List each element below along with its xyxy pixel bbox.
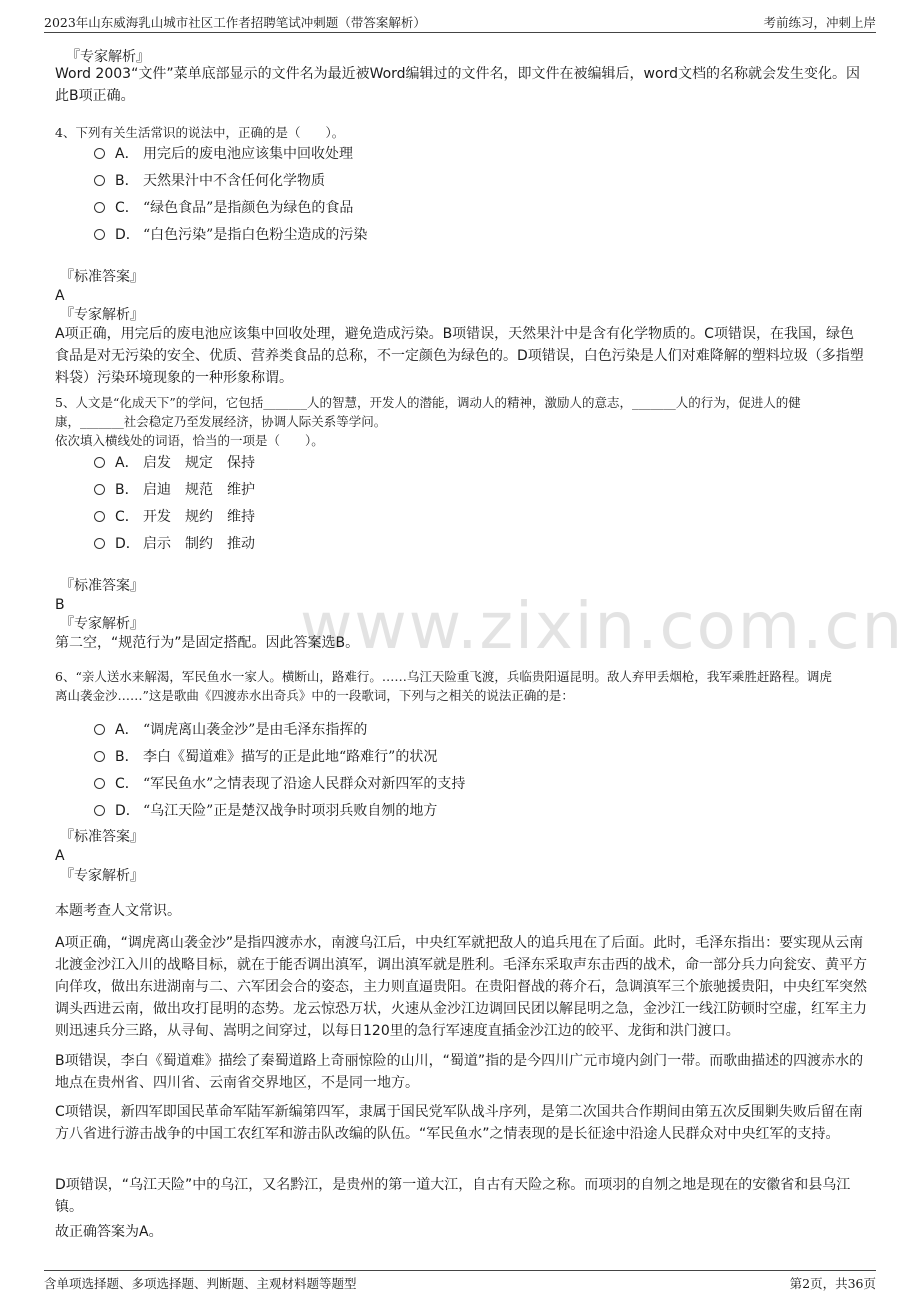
radio-icon[interactable] (94, 538, 105, 549)
q5-option-b[interactable]: B． 启迪 规范 维护 (94, 479, 255, 501)
q5-stem-line1: 5、人文是“化成天下”的学问，它包括_______人的智慧，开发人的潜能，调动人的精神，激励人的意志，_______人的行为，促进人的健 (55, 395, 801, 410)
q4-expert-text: A项正确，用完后的废电池应该集中回收处理，避免造成污染。B项错误，天然果汁中是含有化学物质的。C项错误，在我国，绿色食品是对无污染的安全、优质、营养类食品的总称，不一定颜色为绿色的。D项错误，白色污染是人们对难降解的塑料垃圾（多指塑料袋）污染环境现象的一种形象称谓。 (55, 326, 864, 386)
radio-icon[interactable] (94, 805, 105, 816)
q4-option-c[interactable]: C． “绿色食品”是指颜色为绿色的食品 (94, 197, 353, 219)
radio-icon[interactable] (94, 511, 105, 522)
radio-icon[interactable] (94, 751, 105, 762)
radio-icon[interactable] (94, 175, 105, 186)
q5-answer-label: 『标准答案』 (60, 578, 144, 594)
q6-answer-label: 『标准答案』 (60, 829, 144, 845)
radio-icon[interactable] (94, 229, 105, 240)
radio-icon[interactable] (94, 457, 105, 468)
q4-option-a[interactable]: A． 用完后的废电池应该集中回收处理 (94, 143, 353, 165)
radio-icon[interactable] (94, 148, 105, 159)
page-number: 第2页，共36页 (789, 1276, 876, 1291)
watermark: www.zixin.com.cn (300, 590, 905, 664)
q5-option-a[interactable]: A． 启发 规定 保持 (94, 452, 255, 474)
q4-option-b[interactable]: B． 天然果汁中不含任何化学物质 (94, 170, 325, 192)
page-header (44, 10, 876, 33)
q4-answer-label: 『标准答案』 (60, 269, 144, 285)
q6-option-a[interactable]: A． “调虎离山袭金沙”是由毛泽东指挥的 (94, 719, 367, 741)
q5-stem-line3: 依次填入横线处的词语，恰当的一项是（ ）。 (55, 433, 324, 448)
radio-icon[interactable] (94, 724, 105, 735)
header-slogan: 考前练习，冲刺上岸 (763, 15, 876, 30)
q5-expert-label: 『专家解析』 (60, 616, 144, 632)
q6-intro: 本题考查人文常识。 (55, 903, 181, 919)
q6-para-d: D项错误，“乌江天险”中的乌江，又名黔江，是贵州的第一道大江，自古有天险之称。而项羽的自刎之地是现在的安徽省和县乌江镇。 (55, 1177, 851, 1215)
document-title: 2023年山东威海乳山城市社区工作者招聘笔试冲刺题（带答案解析） (44, 15, 426, 30)
radio-icon[interactable] (94, 484, 105, 495)
q6-para-b: B项错误，李白《蜀道难》描绘了秦蜀道路上奇丽惊险的山川，“蜀道”指的是今四川广元市境内剑门一带。而歌曲描述的四渡赤水的地点在贵州省、四川省、云南省交界地区，不是同一地方。 (55, 1053, 864, 1091)
radio-icon[interactable] (94, 202, 105, 213)
q3-expert-text: Word 2003“文件”菜单底部显示的文件名为最近被Word编辑过的文件名，即文件在被编辑后，word文档的名称就会发生变化。因此B项正确。 (55, 66, 860, 104)
q4-option-d[interactable]: D． “白色污染”是指白色粉尘造成的污染 (94, 224, 367, 246)
q6-option-c[interactable]: C． “军民鱼水”之情表现了沿途人民群众对新四军的支持 (94, 773, 465, 795)
q6-option-d[interactable]: D． “乌江天险”正是楚汉战争时项羽兵败自刎的地方 (94, 800, 437, 822)
q5-option-c[interactable]: C． 开发 规约 维持 (94, 506, 255, 528)
q5-stem-line2: 康，_______社会稳定乃至发展经济，协调人际关系等学问。 (55, 414, 387, 429)
q4-expert-label: 『专家解析』 (60, 307, 144, 323)
radio-icon[interactable] (94, 778, 105, 789)
q6-para-a: A项正确，“调虎离山袭金沙”是指四渡赤水，南渡乌江后，中央红军就把敌人的追兵甩在了后面。此时，毛泽东指出：要实现从云南北渡金沙江入川的战略目标，就在于能否调出滇军，调出滇军就是胜利。毛泽东采取声东击西的战术，命一部分兵力向瓮安、黄平方向佯攻，做出东进湖南与二、六军团会合的姿态，主力则直逼贵阳。在贵阳督战的蒋介石，急调滇军三个旅驰援贵阳，中央红军突然调头西进云南，做出攻打昆明的态势。龙云惊恐万状，火速从金沙江边调回民团以解昆明之急，金沙江一线江防顿时空虚，红军主力则迅速兵分三路，从寻甸、嵩明之间穿过，以每日120里的急行军速度直插金沙江边的皎平、龙街和洪门渡口。 (55, 935, 867, 1039)
q6-conclusion: 故正确答案为A。 (55, 1224, 163, 1240)
q5-expert-text: 第二空，“规范行为”是固定搭配。因此答案选B。 (55, 635, 360, 651)
q3-expert-label: 『专家解析』 (66, 49, 150, 65)
q6-expert-label: 『专家解析』 (60, 868, 144, 884)
q4-stem: 4、下列有关生活常识的说法中，正确的是（ ）。 (55, 125, 345, 140)
q4-answer: A (55, 288, 65, 304)
q6-answer: A (55, 848, 65, 864)
q6-para-c: C项错误，新四军即国民革命军陆军新编第四军，隶属于国民党军队战斗序列，是第二次国共合作期间由第五次反围剿失败后留在南方八省进行游击战争的中国工农红军和游击队改编的队伍。“军民鱼水”之情表现的是长征途中沿途人民群众对中央红军的支持。 (55, 1104, 863, 1142)
q5-answer: B (55, 597, 65, 613)
q6-stem-line2: 离山袭金沙……”这是歌曲《四渡赤水出奇兵》中的一段歌词，下列与之相关的说法正确的是： (55, 688, 574, 703)
q5-option-d[interactable]: D． 启示 制约 推动 (94, 533, 255, 555)
q6-stem-line1: 6、“亲人送水来解渴，军民鱼水一家人。横断山，路难行。……乌江天险重飞渡，兵临贵阳逼昆明。敌人弃甲丢烟枪，我军乘胜赶路程。调虎 (55, 669, 832, 684)
footer-note: 含单项选择题、多项选择题、判断题、主观材料题等题型 (44, 1276, 357, 1291)
page-footer (44, 1270, 876, 1295)
q6-option-b[interactable]: B． 李白《蜀道难》描写的正是此地“路难行”的状况 (94, 746, 437, 768)
